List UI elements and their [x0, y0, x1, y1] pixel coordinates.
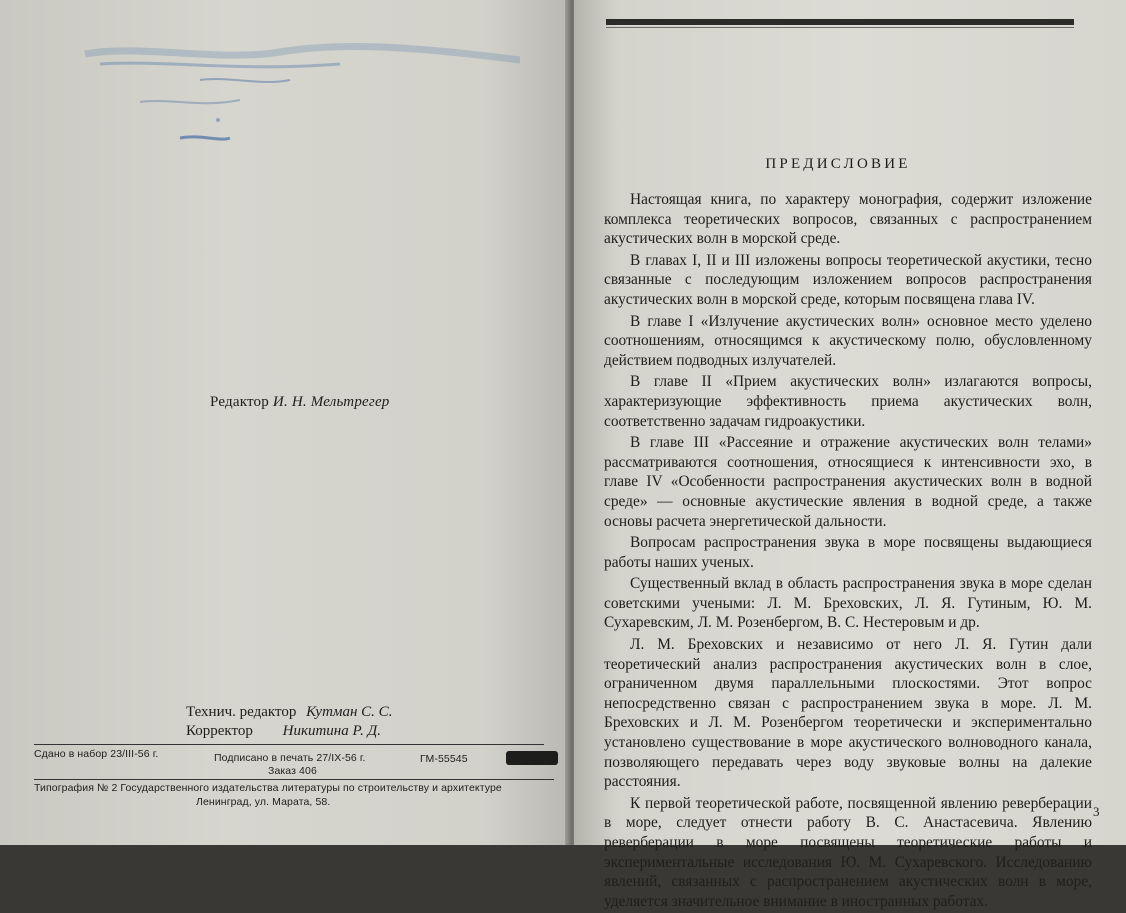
faded-ink-stamp: [80, 42, 520, 162]
tech-editor-name: Кутман С. С.: [306, 704, 393, 720]
editor-role: Редактор: [210, 394, 269, 410]
left-page: [0, 0, 570, 845]
imprint-rule-bottom: [34, 779, 554, 780]
corrector-name: Никитина Р. Д.: [282, 723, 381, 739]
editor-credit: [210, 394, 390, 411]
imprint-printed: Подписано в печать 27/IX-56 г.: [214, 752, 366, 764]
page-number: 3: [1093, 804, 1100, 819]
tech-editor-row: [186, 703, 392, 722]
imprint-rule-top: [34, 744, 544, 745]
corrector-row: [186, 722, 392, 741]
preface-text: [604, 190, 1092, 913]
paragraph: Существенный вклад в область распространения звука в море сделан советскими учеными: Л. М. Бреховских, Л. Я. Гутиным, Ю. М. Сухаревским, Л. М. Розенбергом, В. С. Нестеровым и др.: [604, 575, 1092, 632]
corrector-role: Корректор: [186, 723, 253, 739]
paragraph: Настоящая книга, по характеру монография, содержит изложение комплекса теоретических вопросов, связанных с распространением акустических волн в морской среде.: [604, 191, 1092, 248]
paragraph: В главе I «Излучение акустических волн» основное место уделено соотношениям, относящимся к акустическому полю, обусловленному действием подводных излучателей.: [604, 312, 1092, 369]
paragraph: К первой теоретической работе, посвященной явлению реверберации в море, следует отнести работу В. С. Анастасевича. Явлению реверберации в море посвящены теоретические работы и экспериментальные исследования Ю. М. Сухаревского. Исследованию явлений, связанных с распространением акустических волн в море, уделяется значительное внимание в иностранных работах.: [604, 794, 1092, 910]
imprint-printer-line2: Ленинград, ул. Марата, 58.: [196, 796, 331, 808]
imprint-order: Заказ 406: [268, 765, 317, 777]
paragraph: Вопросам распространения звука в море посвящены выдающиеся работы наших ученых.: [604, 534, 1092, 571]
header-rule-thin: [606, 27, 1074, 28]
paragraph: Л. М. Бреховских и независимо от него Л. Я. Гутин дали теоретический анализ распространения акустических волн в слое, ограниченном двумя параллельными плоскостями. Этот вопрос непосредственно связан с распространением звука в море. Л. М. Бреховских и Л. М. Розенбергом теоретически и экспериментально установлено существование в море акустического волноводного канала, позволяющего передавать через воду звуковые волны на далекие расстояния.: [604, 636, 1092, 791]
imprint-code: ГМ-55545: [420, 753, 468, 765]
imprint-typeset: Сдано в набор 23/III-56 г.: [34, 748, 159, 760]
header-rule-thick: [606, 19, 1074, 25]
production-credits: [186, 703, 392, 741]
redacted-mark: [506, 751, 558, 765]
editor-name: И. Н. Мельтрегер: [272, 394, 390, 410]
tech-editor-role: Технич. редактор: [186, 704, 297, 720]
page-title: ПРЕДИСЛОВИЕ: [765, 156, 911, 172]
paragraph: В главах I, II и III изложены вопросы теоретической акустики, тесно связанные с последующим изложением вопросов распространения акустических волн в морской среде, которым посвящена глава IV.: [604, 251, 1092, 308]
imprint-printer-line1: Типография № 2 Государственного издательства литературы по строительству и архитектуре: [34, 782, 502, 794]
paragraph: В главе III «Рассеяние и отражение акустических волн телами» рассматриваются соотношения, относящиеся к интенсивности эхо, в главе IV «Особенности распространения акустических волн в водной среде» — основные акустические явления в водной среде, а также основы расчета энергетической дальности.: [604, 434, 1092, 530]
paragraph: В главе II «Прием акустических волн» излагаются вопросы, характеризующие эффективность приема акустических волн, соответственно задачам гидроакустики.: [604, 373, 1092, 430]
